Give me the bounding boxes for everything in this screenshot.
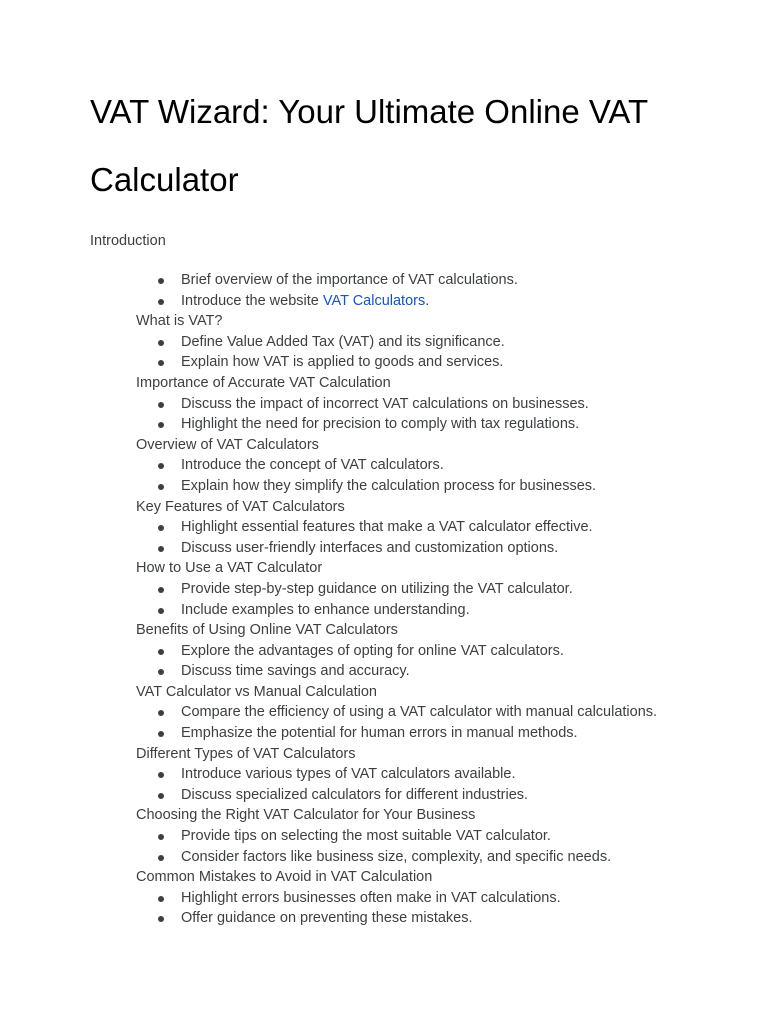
list-item-text: Discuss user-friendly interfaces and customization options. [181, 539, 559, 556]
list-item-text: Provide tips on selecting the most suitable VAT calculator. [181, 828, 551, 845]
section-heading: Benefits of Using Online VAT Calculators [136, 622, 398, 639]
bullet-icon [158, 710, 164, 716]
section-heading: Importance of Accurate VAT Calculation [136, 374, 391, 391]
list-item [0, 476, 768, 497]
bullet-icon [158, 834, 164, 840]
bullet-icon [158, 525, 164, 531]
bullet-icon [158, 340, 164, 346]
bullet-icon [158, 299, 164, 305]
list-item-text: Discuss specialized calculators for different industries. [181, 786, 529, 803]
bullet-icon [158, 772, 164, 778]
bullet-icon [158, 896, 164, 902]
list-item [0, 270, 768, 291]
section-heading: Different Types of VAT Calculators [136, 745, 356, 762]
document-title: VAT Wizard: Your Ultimate Online VAT Calculator [90, 93, 648, 198]
bullet-icon [158, 731, 164, 737]
list-item-text: Include examples to enhance understanding. [181, 601, 470, 618]
list-item [0, 517, 768, 538]
list-item-text: Highlight essential features that make a VAT calculator effective. [181, 519, 593, 536]
bullet-icon [158, 463, 164, 469]
bullet-icon [158, 649, 164, 655]
section-heading: Overview of VAT Calculators [136, 436, 319, 453]
list-item-text: Define Value Added Tax (VAT) and its significance. [181, 333, 505, 350]
list-item-text: Highlight the need for precision to comply with tax regulations. [181, 416, 580, 433]
list-item [0, 455, 768, 476]
list-item-text: Highlight errors businesses often make in VAT calculations. [181, 889, 561, 906]
bullet-icon [158, 484, 164, 490]
bullet-icon [158, 422, 164, 428]
list-item [0, 414, 768, 435]
list-item [0, 641, 768, 662]
bullet-icon [158, 793, 164, 799]
vat-calculators-link[interactable]: VAT Calculators [322, 292, 426, 309]
bullet-icon [158, 278, 164, 284]
list-item-text: Introduce the concept of VAT calculators. [181, 457, 444, 474]
list-item [0, 826, 768, 847]
list-item [0, 394, 768, 415]
list-item-text: Explain how they simplify the calculation process for businesses. [181, 477, 597, 494]
list-item-text: Provide step-by-step guidance on utilizing the VAT calculator. [181, 580, 573, 597]
bullet-icon [158, 546, 164, 552]
list-item [0, 538, 768, 559]
list-item [0, 888, 768, 909]
section-heading: How to Use a VAT Calculator [136, 560, 323, 577]
list-item-text: Explore the advantages of opting for online VAT calculators. [181, 642, 564, 659]
list-item [0, 702, 768, 723]
list-item-text: Offer guidance on preventing these mistakes. [181, 910, 473, 927]
list-item [0, 579, 768, 600]
section-heading: What is VAT? [136, 313, 223, 330]
list-item [0, 908, 768, 929]
list-item [0, 661, 768, 682]
section-heading: Common Mistakes to Avoid in VAT Calculation [136, 869, 433, 886]
list-item-text: Introduce the website [181, 292, 323, 309]
section-heading: Choosing the Right VAT Calculator for Your Business [136, 807, 476, 824]
list-item-text: Discuss time savings and accuracy. [181, 663, 410, 680]
list-item-punctuation: . [425, 292, 430, 309]
list-item [0, 847, 768, 868]
list-item-text: Emphasize the potential for human errors in manual methods. [181, 725, 578, 742]
list-item [0, 352, 768, 373]
list-item-text: Discuss the impact of incorrect VAT calculations on businesses. [181, 395, 589, 412]
list-item [0, 332, 768, 353]
section-heading: Key Features of VAT Calculators [136, 498, 345, 515]
bullet-icon [158, 587, 164, 593]
list-item-text: Consider factors like business size, complexity, and specific needs. [181, 848, 612, 865]
list-item [0, 291, 768, 312]
list-item [0, 764, 768, 785]
bullet-icon [158, 855, 164, 861]
bullet-icon [158, 916, 164, 922]
intro-label: Introduction [90, 233, 166, 249]
list-item [0, 785, 768, 806]
list-item-text: Brief overview of the importance of VAT calculations. [181, 272, 518, 288]
list-item-text: Compare the efficiency of using a VAT calculator with manual calculations. [181, 704, 658, 721]
list-item [0, 723, 768, 744]
bullet-icon [158, 402, 164, 408]
bullet-icon [158, 360, 164, 366]
section-heading: VAT Calculator vs Manual Calculation [136, 683, 377, 700]
list-item-text: Introduce various types of VAT calculators available. [181, 766, 516, 783]
outline-list [0, 270, 768, 929]
bullet-icon [158, 608, 164, 614]
bullet-icon [158, 669, 164, 675]
list-item-text: Explain how VAT is applied to goods and services. [181, 354, 504, 371]
list-item [0, 600, 768, 621]
